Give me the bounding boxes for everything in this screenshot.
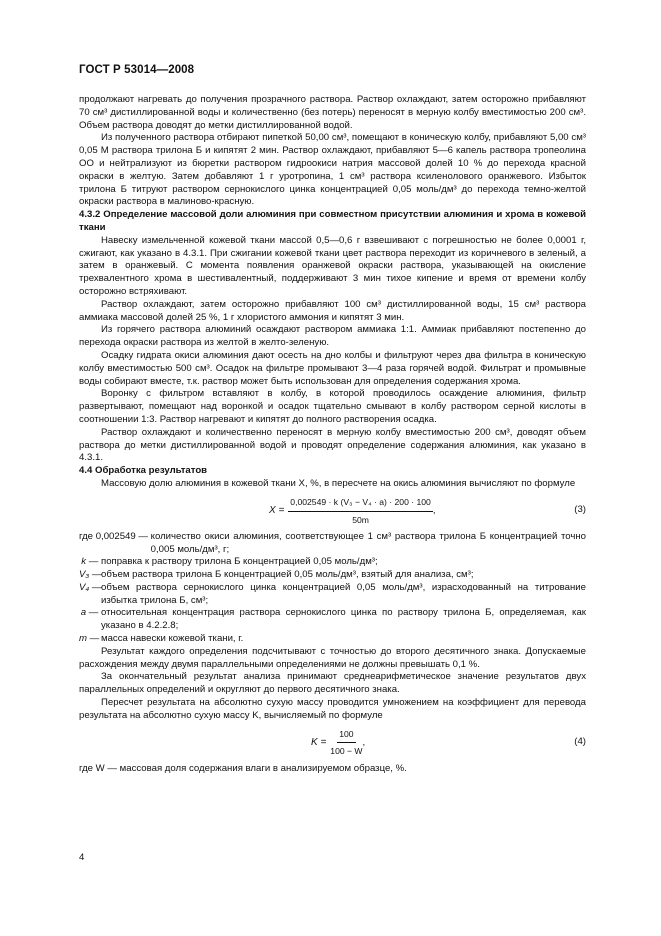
definition-symbol: V₄ — — [79, 581, 105, 593]
definition-text: объем раствора сернокислого цинка концентрацией 0,05 моль/дм³, израсходованный на титрование избытка трилона Б, см³; — [101, 581, 586, 606]
definition-symbol: V₃ — — [79, 569, 105, 581]
formula-4-number: (4) — [574, 735, 586, 747]
formula-3-number: (3) — [574, 503, 586, 515]
formula-4-expression — [311, 728, 365, 759]
section-heading-4-3-2: 4.3.2 Определение массовой доли алюминия при совместном присутствии алюминия и хрома в кожевой ткани — [79, 209, 586, 233]
definition-text: поправка к раствору трилона Б концентрацией 0,05 моль/дм³; — [101, 556, 378, 568]
definition-row — [79, 569, 586, 582]
definition-row — [79, 607, 586, 633]
document-body — [79, 94, 586, 775]
paragraph-filtering: Осадку гидрата окиси алюминия дают осесть на дно колбы и фильтруют через два фильтра в коническую колбу вместимостью 500 см³. Осадок на фильтре промывают 3—4 раза горячей водой. Фильтрат и промывные воды собирают вместе, т.к. раствор может быть использован для определения содержания хрома. — [79, 349, 586, 387]
paragraph-sample: Навеску измельченной кожевой ткани массой 0,5—0,6 г взвешивают с погрешностью не более 0,0001 г, сжигают, как указано в 4.3.1. При сжигании кожевой ткани цвет раствора переходит из коричневого в зеленый, а затем в оранжевый. С момента появления оранжевой окраски раствора, указывающей на окисление трехвалентного хрома в шестивалентный, поддерживают 3 мин тихое кипение и время от времени колбу осторожно встряхивают. — [79, 234, 586, 297]
definition-row — [79, 556, 586, 569]
formula-3-denominator: 50m — [352, 514, 369, 525]
paragraph-final-result: За окончательный результат анализа принимают среднеарифметическое значение результатов двух параллельных определений и округляют до первого десятичного знака. — [79, 671, 586, 696]
page-number: 4 — [79, 852, 85, 863]
formula-3-fraction — [288, 496, 433, 527]
paragraph-formula-intro: Массовую долю алюминия в кожевой ткани X, %, в пересчете на окись алюминия вычисляют по формуле — [101, 477, 576, 489]
formula-3-lhs: X = — [269, 504, 285, 516]
definition-text: относительная концентрация раствора сернокислого цинка по раствору трилона Б, определяемая, как указано в 4.2.2.8; — [101, 607, 586, 632]
formula-3 — [79, 494, 586, 528]
paragraph-transfer: Раствор охлаждают и количественно переносят в мерную колбу вместимостью 200 см³, доводят объем раствора до метки дистиллированной водой и проводят определение содержания алюминия, как указано в 4.3.1. — [79, 426, 586, 464]
definition-text: количество окиси алюминия, соответствующее 1 см³ раствора трилона Б концентрацией точно 0,005 моль/дм³, г; — [150, 530, 586, 555]
paragraph-moisture-definition: где W — массовая доля содержания влаги в анализируемом образце, %. — [79, 762, 407, 774]
paragraph-cooling: Раствор охлаждают, затем осторожно прибавляют 100 см³ дистиллированной воды, 15 см³ раствора аммиака массовой долей 25 %, 1 г хлористого аммония и кипятят 3 мин. — [79, 298, 586, 323]
definition-row — [79, 582, 586, 608]
definition-symbol: m — — [79, 633, 102, 645]
paragraph-aliquot: Из полученного раствора отбирают пипеткой 50,00 см³, помещают в коническую колбу, прибавляют 5,00 см³ 0,05 М раствора трилона Б и кипятят 2 мин. Раствор охлаждают, прибавляют 5—6 капель раствора тропеолина ОО и нейтрализуют из бюретки раствором гидроокиси натрия массовой долей 10 % до перехода красной окраски в желтую. Затем добавляют 1 г уротропина, 1 см³ раствора ксиленолового оранжевого. Избыток трилона Б титруют раствором сернокислого цинка концентрацией 0,05 моль/дм³ до перехода темно-желтой окраски раствора в малиново-красную. — [79, 132, 586, 208]
formula-3-punct: , — [432, 504, 436, 516]
section-heading-4-4: 4.4 Обработка результатов — [79, 465, 208, 477]
formula-4-fraction — [330, 728, 362, 759]
formula-3-definitions — [79, 531, 586, 646]
definition-symbol: k — — [81, 556, 101, 568]
paragraph-precision: Результат каждого определения подсчитывают с точностью до второго десятичного знака. Допускаемые расхождения между двумя параллельными определениями не должны превышать 0,1 %. — [79, 645, 586, 670]
definition-text: масса навески кожевой ткани, г. — [101, 633, 244, 645]
document-standard-code: ГОСТ Р 53014—2008 — [79, 64, 195, 76]
paragraph-dry-mass: Пересчет результата на абсолютно сухую массу проводится умножением на коэффициент для перевода результата на абсолютно сухую массу K, вычисляемый по формуле — [79, 697, 586, 721]
formula-4-punct: , — [362, 736, 366, 748]
formula-4-lhs: K = — [311, 736, 327, 748]
formula-4-denominator: 100 − W — [330, 746, 363, 757]
formula-3-numerator: 0,002549 · k (V₃ − V₄ · a) · 200 · 100 — [288, 496, 433, 512]
definition-prefix: где 0,002549 — — [79, 530, 151, 542]
definition-row — [79, 531, 586, 557]
paragraph-continued: продолжают нагревать до получения прозрачного раствора. Раствор охлаждают, затем осторожно прибавляют 70 см³ дистиллированной воды и количественно (без потерь) переносят в мерную колбу вместимостью 200 см³. Объем раствора доводят до метки дистиллированной водой. — [79, 94, 586, 131]
formula-4 — [79, 726, 586, 760]
definition-symbol: a — — [80, 607, 101, 619]
definition-text: объем раствора трилона Б концентрацией 0,05 моль/дм³, взятый для анализа, см³; — [101, 569, 474, 581]
formula-4-numerator: 100 — [337, 728, 355, 744]
formula-3-expression — [269, 496, 436, 527]
definition-row — [79, 633, 586, 646]
paragraph-precipitation: Из горячего раствора алюминий осаждают раствором аммиака 1:1. Аммиак прибавляют постепенно до перехода окраски раствора из желтой в желто-зеленую. — [79, 324, 586, 349]
paragraph-funnel: Воронку с фильтром вставляют в колбу, в которой проводилось осаждение алюминия, фильтр развертывают, помещают над воронкой и осадок тщательно смывают в колбу раствором серной кислоты в соотношении 1:3. Раствор нагревают и кипятят до полного растворения осадка. — [79, 388, 586, 425]
